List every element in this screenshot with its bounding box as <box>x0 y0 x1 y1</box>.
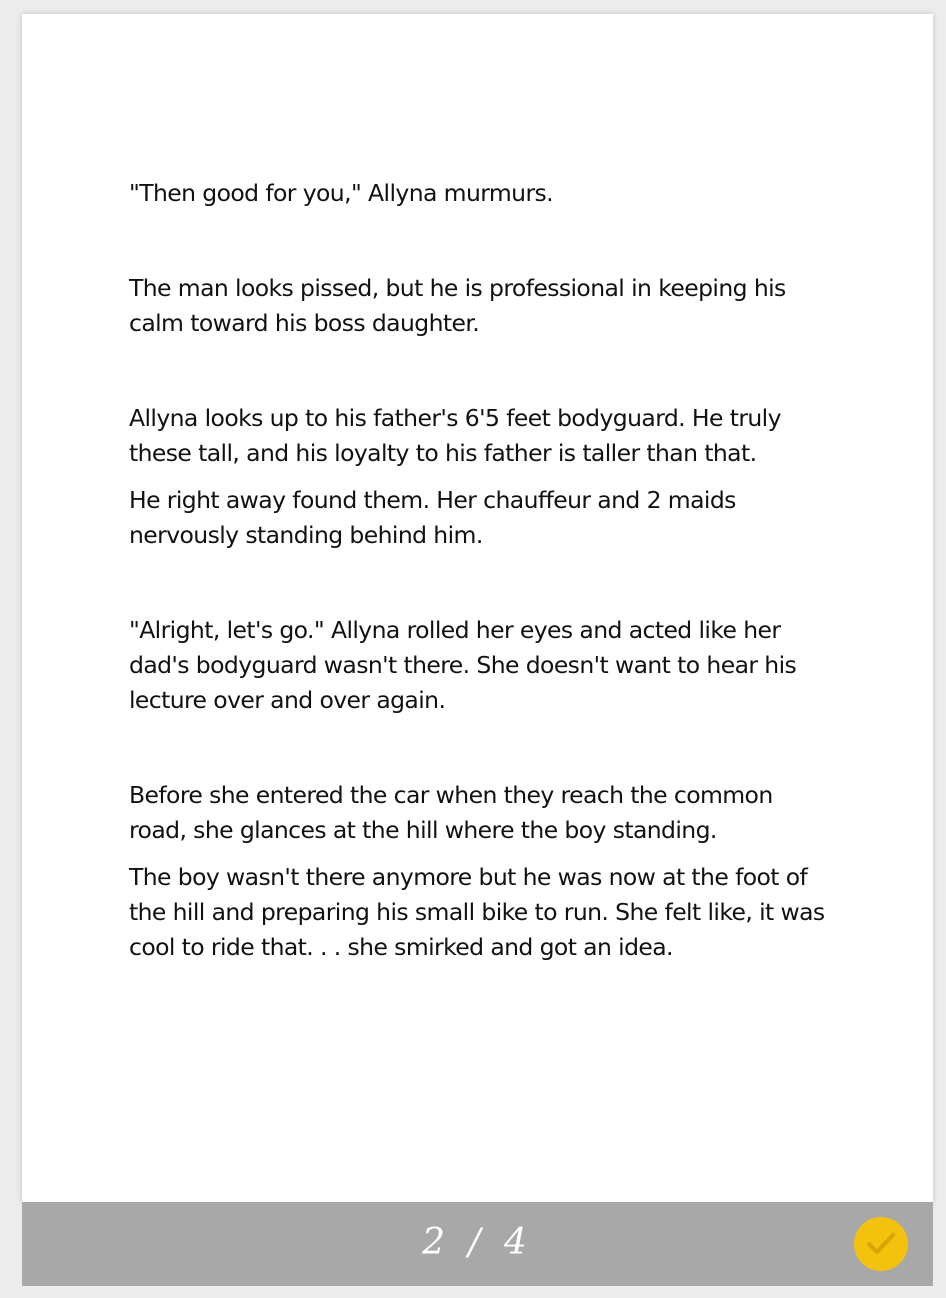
paragraph-1: "Then good for you," Allyna murmurs. <box>129 179 554 207</box>
story-text <box>129 176 829 965</box>
check-icon <box>866 1231 896 1257</box>
paragraph-5: "Alright, let's go." Allyna rolled her eyes and acted like her dad's bodyguard wasn't there. She doesn't want to hear his lecture over and over again. <box>129 616 797 714</box>
paragraph-3: Allyna looks up to his father's 6'5 feet bodyguard. He truly these tall, and his loyalty to his father is taller than that. <box>129 404 781 467</box>
paragraph-2: The man looks pissed, but he is professional in keeping his calm toward his boss daughter. <box>129 274 786 337</box>
confirm-button[interactable] <box>854 1217 908 1271</box>
paragraph-4: He right away found them. Her chauffeur and 2 maids nervously standing behind him. <box>129 486 736 549</box>
page-indicator: 2 / 4 <box>422 1222 533 1263</box>
paragraph-6: Before she entered the car when they reach the common road, she glances at the hill where the boy standing. <box>129 781 773 844</box>
paragraph-7: The boy wasn't there anymore but he was now at the foot of the hill and preparing his small bike to run. She felt like, it was cool to ride that. . . she smirked and got an idea. <box>129 863 825 961</box>
bottom-toolbar <box>22 1202 933 1286</box>
reader-page <box>22 14 933 1202</box>
